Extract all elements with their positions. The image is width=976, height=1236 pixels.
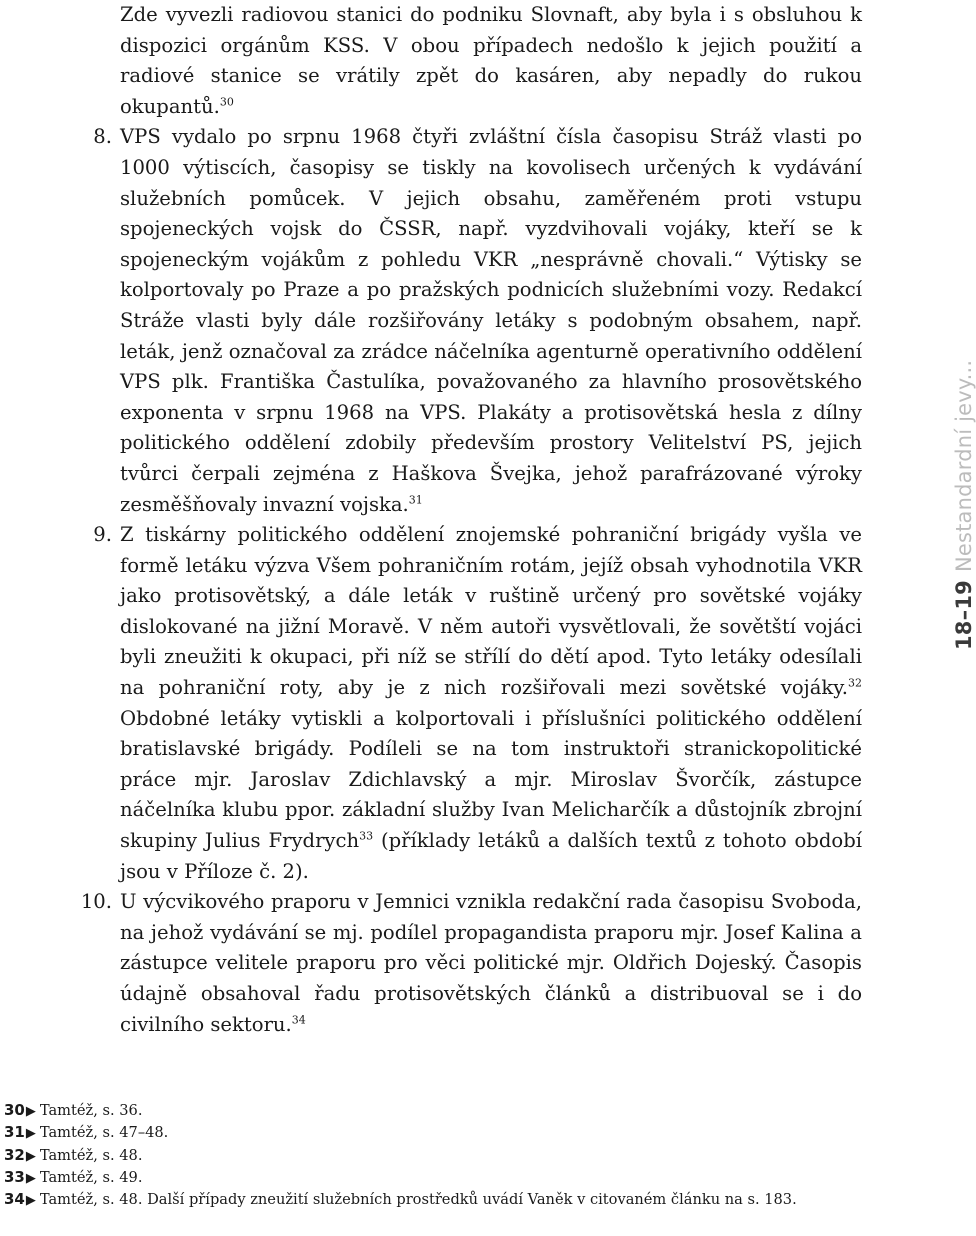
intro-paragraph (120, 0, 862, 122)
footnote-number: 32 (4, 1145, 25, 1164)
triangle-right-icon: ▶ (25, 1193, 36, 1209)
footnote-ref-33[interactable]: 33 (359, 829, 374, 843)
footnote-text: Tamtéž, s. 48. Další případy zneužití služebních prostředků uvádí Vaněk v citovaném článku na s. 183. (39, 1191, 797, 1209)
footnote-text: Tamtéž, s. 47–48. (39, 1124, 169, 1142)
item-text: VPS vydalo po srpnu 1968 čtyři zvláštní čísla časopisu Stráž vlasti po 1000 výtiscích, časopisy se tiskly na kovolisech určených k vydávání služebních pomůcek. V jejich obsahu, zaměřeném proti vstupu spojeneckých vojsk do ČSSR, např. vyzdvihovali vojáky, kteří se k spojeneckým vojákům z pohledu VKR „nesprávně chovali.“ Výtisky se kolportovaly po Praze a po pražských podnicích služebními vozy. Redakcí Stráže vlasti byly dále rozšiřovány letáky s podobným obsahem, např. leták, jenž označoval za zrádce náčelníka agenturně operativního oddělení VPS plk. Františka Častulíka, považovaného za hlavního prosovětského exponenta v srpnu 1968 na VPS. Plakáty a protisovětská hesla z dílny politického oddělení zdobily především prostory Velitelství PS, jejich tvůrci čerpali zejména z Haškova Švejka, jehož parafrázované výroky zesměšňovaly invazní vojska. (120, 125, 862, 516)
item-text: U výcvikového praporu v Jemnici vznikla redakční rada časopisu Svoboda, na jehož vydávání se mj. podílel propagandista praporu mjr. Josef Kalina a zástupce velitele praporu pro věci politické mjr. Oldřich Dojeský. Časopis údajně obsahoval řadu protisovětských článků a distribuoval se i do civilního sektoru. (120, 890, 862, 1036)
footnote-ref-31[interactable]: 31 (408, 492, 423, 506)
item-number: 8. (93, 125, 112, 149)
item-text-end: (příklady letáků a dalších textů z tohoto období jsou v Příloze č. 2). (120, 829, 863, 883)
footnote-31 (4, 1122, 864, 1144)
footnote-number: 34 (4, 1190, 25, 1209)
list-item-8 (93, 122, 862, 520)
footnote-number: 33 (4, 1167, 25, 1186)
footnote-32 (4, 1145, 864, 1167)
footnote-text: Tamtéž, s. 49. (39, 1168, 143, 1186)
running-header (952, 360, 976, 650)
triangle-right-icon: ▶ (25, 1104, 36, 1119)
intro-text: Zde vyvezli radiovou stanici do podniku Slovnaft, aby byla i s obsluhou k dispozici orgánům KSS. V obou případech nedošlo k jejich použití a radiové stanice se vrátily zpět do kasáren, aby nepadly do rukou okupantů. (120, 3, 862, 118)
list-item-9 (93, 520, 863, 887)
footnote-number: 30 (4, 1101, 25, 1119)
chapter-title: Nestandardní jevy... (952, 359, 976, 573)
footnote-number: 31 (4, 1123, 25, 1142)
item-text: Z tiskárny politického oddělení znojemské pohraniční brigády vyšla ve formě letáku výzva Všem pohraničním rotám, jejíž obsah vyhodnotila VKR jako protisovětský, a dále leták v ruštině určený pro sovětské vojáky dislokované na jižní Moravě. V něm autoři vysvětlovali, že sovětští vojáci byli zneužiti k okupaci, při níž se střílí do dětí apod. Tyto letáky odesílali na pohraniční roty, aby je z nich rozšiřovali mezi sovětské vojáky. (120, 523, 862, 700)
page-numbers: 18–19 (952, 580, 976, 650)
item-number: 10. (80, 890, 112, 914)
footnote-text: Tamtéž, s. 36. (39, 1102, 143, 1119)
footnote-33 (4, 1167, 864, 1189)
footnote-ref-30[interactable]: 30 (219, 95, 234, 109)
main-text (80, 0, 863, 1040)
item-number: 9. (93, 523, 112, 547)
footnote-text: Tamtéž, s. 48. (39, 1146, 143, 1164)
footnotes (4, 1100, 864, 1211)
item-text-continued: Obdobné letáky vytiskli a kolportovali i příslušníci politického oddělení bratislavské brigády. Podíleli se na tom instruktoři stranickopolitické práce mjr. Jaroslav Zdichlavský a mjr. Miroslav Švorčík, zástupce náčelníka klubu ppor. základní služby Ivan Melicharčík a důstojník zbrojní skupiny Julius Frydrych (120, 706, 862, 853)
list-item-10 (80, 887, 862, 1040)
footnote-ref-34[interactable]: 34 (291, 1013, 306, 1027)
footnote-ref-32[interactable]: 32 (848, 676, 862, 690)
triangle-right-icon: ▶ (25, 1170, 36, 1186)
triangle-right-icon: ▶ (25, 1148, 36, 1164)
triangle-right-icon: ▶ (25, 1126, 36, 1142)
footnote-34 (4, 1189, 864, 1211)
footnote-30 (4, 1100, 864, 1122)
